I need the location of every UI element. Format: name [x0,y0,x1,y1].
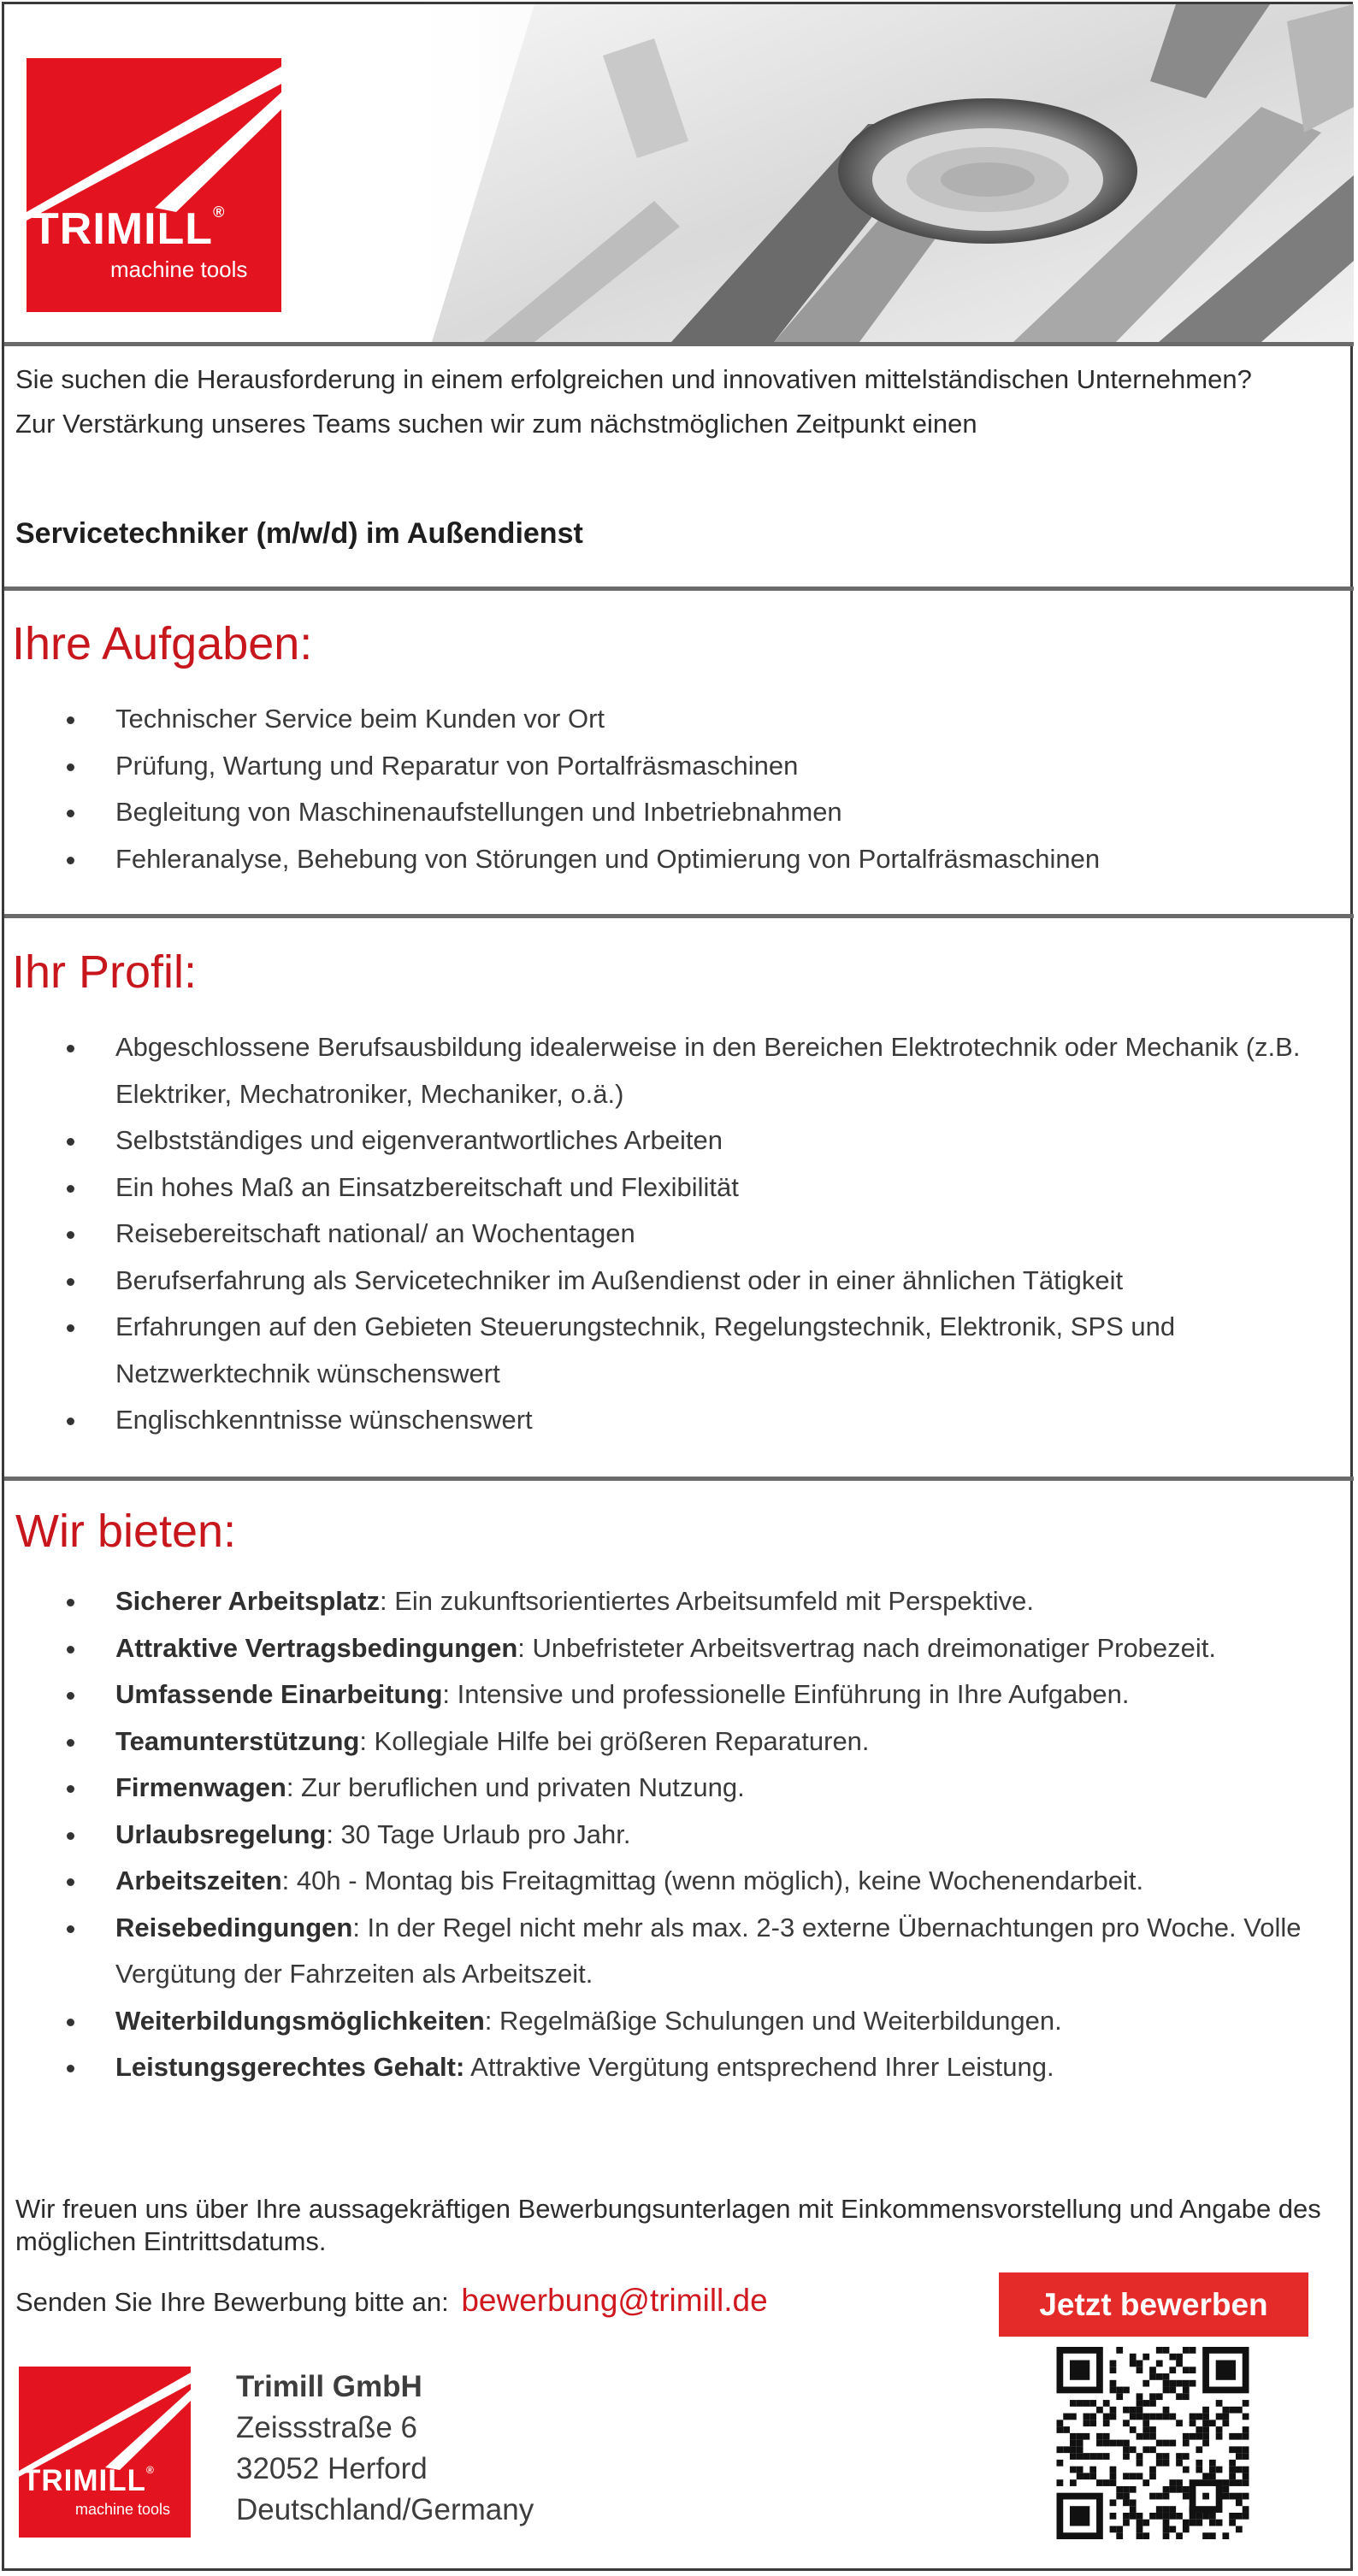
profile-item-text: Selbstständiges und eigenverantwortliches Arbeiten [115,1125,723,1155]
logo-brand-text: TRIMILL [32,204,214,254]
country: Deutschland/Germany [236,2493,534,2526]
tasks-item-text: Prüfung, Wartung und Reparatur von Portalfräsmaschinen [115,750,799,781]
profile-item [0,1024,1330,1117]
bullet-icon [67,1278,74,1286]
tasks-item [0,696,1330,743]
bullet-icon [67,810,74,817]
job-title: Servicetechniker (m/w/d) im Außendienst [15,517,583,550]
tasks-heading: Ihre Aufgaben: [12,618,313,669]
bullet-icon [67,1599,74,1606]
intro [15,363,1315,440]
offer-item [0,1998,1330,2045]
bullet-icon [67,1646,74,1653]
tasks-item-text: Begleitung von Maschinenaufstellungen und Inbetriebnahmen [115,797,842,827]
bullet-icon [67,763,74,771]
apply-button[interactable]: Jetzt bewerben [999,2272,1308,2337]
profile-item-text: Reisebereitschaft national/ an Wochentagen [115,1218,635,1248]
tasks-item-text: Technischer Service beim Kunden vor Ort [115,704,605,734]
benefit-title: Urlaubsregelung [115,1819,327,1849]
intro-line-2: Zur Verstärkung unseres Teams suchen wir zum nächstmöglichen Zeitpunkt einen [15,409,977,439]
offer-item [0,1671,1330,1718]
tasks-item [0,743,1330,790]
tasks-item [0,836,1330,883]
qr-code[interactable] [1054,2347,1251,2539]
trimill-logo-footer: TRIMILL® machine tools [19,2367,191,2538]
offer-heading: Wir bieten: [15,1506,237,1557]
benefit-title: Teamunterstützung [115,1725,360,1756]
tasks-list [0,696,1334,882]
benefit-text: : Kollegiale Hilfe bei größeren Reparaturen. [359,1725,870,1756]
bullet-icon [67,1324,74,1332]
benefit-title: Firmenwagen [115,1772,286,1802]
divider [4,914,1354,918]
profile-item-text: Abgeschlossene Berufsausbildung idealerweise in den Bereichen Elektrotechnik oder Mechanik (z.B. Elektriker, Mechatroniker, Mechaniker, o.ä.) [115,1032,1301,1109]
benefit-text: : Unbefristeter Arbeitsvertrag nach dreimonatiger Probezeit. [517,1632,1217,1663]
offer-item [0,1765,1330,1812]
profile-item [0,1211,1330,1258]
address-block [236,2367,534,2531]
benefit-title: Sicherer Arbeitsplatz [115,1586,380,1616]
offer-item [0,1578,1330,1625]
benefit-title: Attraktive Vertragsbedingungen [115,1632,518,1663]
bullet-icon [67,2019,74,2026]
logo-tagline: machine tools [75,2501,171,2518]
benefit-text: Attraktive Vergütung entsprechend Ihrer Leistung. [464,2052,1054,2082]
benefit-title: Reisebedingungen [115,1912,353,1942]
benefit-text: : In der Regel nicht mehr als max. 2-3 externe Übernachtungen pro Woche. Volle Vergütung der Fahrzeiten als Arbeitszeit. [115,1912,1302,1989]
bullet-icon [67,716,74,724]
profile-item-text: Englischkenntnisse wünschenswert [115,1405,533,1435]
send-line [15,2283,768,2319]
profile-item [0,1258,1330,1305]
profile-item-text: Berufserfahrung als Servicetechniker im Außendienst oder in einer ähnlichen Tätigkeit [115,1264,1124,1295]
tasks-item-text: Fehleranalyse, Behebung von Störungen und Optimierung von Portalfräsmaschinen [115,843,1101,874]
logo-tagline: machine tools [110,256,248,282]
benefit-title: Weiterbildungsmöglichkeiten [115,2005,485,2036]
benefit-text: : 30 Tage Urlaub pro Jahr. [326,1819,631,1849]
profile-item-text: Erfahrungen auf den Gebieten Steuerungstechnik, Regelungstechnik, Elektronik, SPS und Netzwerktechnik wünschenswert [115,1312,1176,1388]
company-name: Trimill GmbH [236,2370,422,2403]
bullet-icon [67,1185,74,1193]
profile-item-text: Ein hohes Maß an Einsatzbereitschaft und Flexibilität [115,1171,739,1202]
benefit-title: Arbeitszeiten [115,1866,282,1895]
benefit-text: : Ein zukunftsorientiertes Arbeitsumfeld mit Perspektive. [379,1586,1034,1616]
bullet-icon [67,1692,74,1700]
offer-item [0,1625,1330,1672]
tasks-item [0,789,1330,836]
offer-item [0,2044,1330,2091]
bullet-icon [67,1739,74,1747]
header-banner [4,4,1354,342]
bullet-icon [67,1925,74,1933]
divider [4,587,1354,591]
divider [4,1477,1354,1481]
offer-item [0,1812,1330,1859]
profile-item [0,1397,1330,1444]
logo-brand-text: TRIMILL [22,2464,147,2497]
city: 32052 Herford [236,2452,428,2485]
bullet-icon [67,1785,74,1793]
benefit-text: : Regelmäßige Schulungen und Weiterbildungen. [484,2005,1062,2036]
bullet-icon [67,1231,74,1239]
benefit-text: : Intensive und professionelle Einführung in Ihre Aufgaben. [442,1679,1130,1709]
benefit-title: Umfassende Einarbeitung [115,1679,443,1709]
offer-list [0,1578,1334,2091]
closing-text: Wir freuen uns über Ihre aussagekräftigen Bewerbungsunterlagen mit Einkommensvorstellung und Angabe des möglichen Eintrittsdatums. [15,2194,1321,2256]
bullet-icon [67,1045,74,1052]
send-label: Senden Sie Ihre Bewerbung bitte an: [15,2287,449,2317]
bullet-icon [67,2065,74,2072]
bullet-icon [67,1138,74,1146]
profile-heading: Ihr Profil: [12,946,198,998]
offer-item [0,1718,1330,1765]
bullet-icon [67,1832,74,1840]
benefit-title: Leistungsgerechtes Gehalt: [115,2052,465,2082]
bullet-icon [67,1878,74,1886]
benefit-text: : Zur beruflichen und privaten Nutzung. [286,1772,745,1802]
street: Zeissstraße 6 [236,2411,417,2444]
offer-item [0,1905,1330,1998]
profile-item [0,1164,1330,1211]
offer-item [0,1858,1330,1905]
benefit-text: : 40h - Montag bis Freitagmittag (wenn möglich), keine Wochenendarbeit. [281,1866,1144,1895]
profile-item [0,1117,1330,1164]
divider [4,342,1354,346]
intro-line-1: Sie suchen die Herausforderung in einem erfolgreichen und innovativen mittelständischen Unternehmen? [15,364,1252,394]
profile-list [0,1024,1334,1444]
email-link[interactable]: bewerbung@trimill.de [461,2283,768,2318]
bullet-icon [67,857,74,864]
trimill-logo: TRIMILL® machine tools [27,58,281,312]
profile-item [0,1304,1330,1397]
bullet-icon [67,1418,74,1425]
